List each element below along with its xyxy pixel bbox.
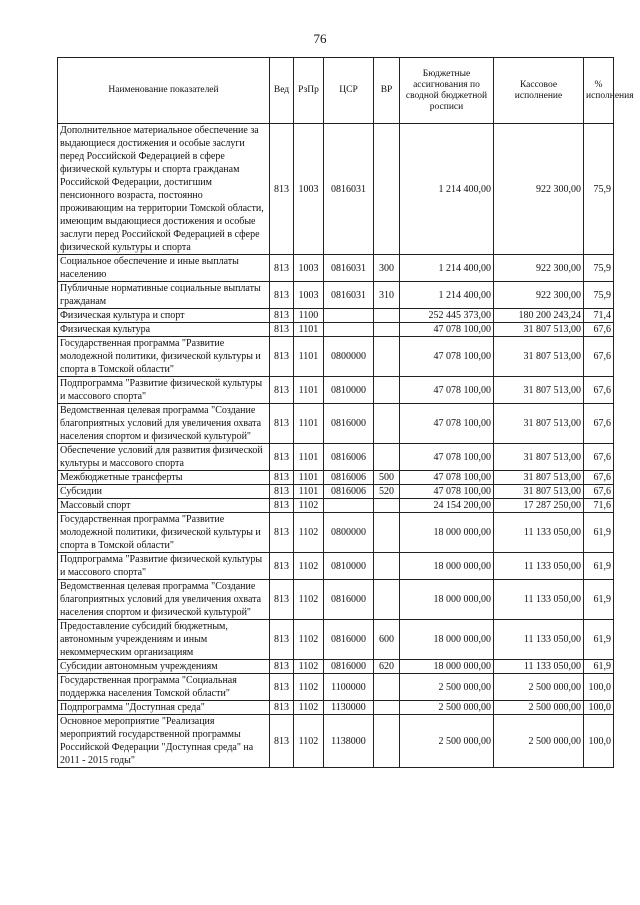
header-ved: Вед (270, 58, 294, 124)
row-ved: 813 (270, 553, 294, 580)
row-name: Подпрограмма "Доступная среда" (58, 701, 270, 715)
row-csr: 0816000 (324, 660, 374, 674)
row-name: Субсидии автономным учреждениям (58, 660, 270, 674)
row-assign: 47 078 100,00 (400, 337, 494, 377)
row-name: Ведомственная целевая программа "Создание благоприятных условий для увеличения охвата населения спортом и физической культурой" (58, 580, 270, 620)
row-assign: 252 445 373,00 (400, 309, 494, 323)
row-name: Государственная программа "Социальная поддержка населения Томской области" (58, 674, 270, 701)
row-vr: 620 (374, 660, 400, 674)
row-csr: 0816031 (324, 282, 374, 309)
row-vr: 520 (374, 485, 400, 499)
table-row (58, 674, 614, 701)
row-assign: 47 078 100,00 (400, 323, 494, 337)
row-assign: 18 000 000,00 (400, 553, 494, 580)
row-ved: 813 (270, 660, 294, 674)
row-vr (374, 701, 400, 715)
row-vr: 310 (374, 282, 400, 309)
row-rzpr: 1102 (294, 674, 324, 701)
row-rzpr: 1102 (294, 580, 324, 620)
row-vr: 300 (374, 255, 400, 282)
row-pct: 67,6 (584, 444, 614, 471)
row-csr: 0816031 (324, 124, 374, 255)
row-ved: 813 (270, 282, 294, 309)
row-cash: 922 300,00 (494, 124, 584, 255)
table-row (58, 282, 614, 309)
row-rzpr: 1102 (294, 701, 324, 715)
row-csr: 0816031 (324, 255, 374, 282)
row-vr (374, 323, 400, 337)
row-rzpr: 1003 (294, 282, 324, 309)
row-csr: 0816000 (324, 404, 374, 444)
row-csr: 0816006 (324, 471, 374, 485)
row-cash: 31 807 513,00 (494, 444, 584, 471)
row-pct: 71,6 (584, 499, 614, 513)
row-csr (324, 309, 374, 323)
row-cash: 2 500 000,00 (494, 674, 584, 701)
header-vr: ВР (374, 58, 400, 124)
row-assign: 18 000 000,00 (400, 660, 494, 674)
row-rzpr: 1101 (294, 471, 324, 485)
row-ved: 813 (270, 377, 294, 404)
table-row (58, 337, 614, 377)
row-vr (374, 377, 400, 404)
row-cash: 31 807 513,00 (494, 377, 584, 404)
row-pct: 61,9 (584, 620, 614, 660)
row-pct: 61,9 (584, 553, 614, 580)
row-vr (374, 499, 400, 513)
row-vr (374, 715, 400, 768)
row-vr (374, 404, 400, 444)
row-pct: 100,0 (584, 674, 614, 701)
row-assign: 47 078 100,00 (400, 471, 494, 485)
row-assign: 18 000 000,00 (400, 580, 494, 620)
row-pct: 75,9 (584, 282, 614, 309)
header-csr: ЦСР (324, 58, 374, 124)
table-body (58, 124, 614, 768)
row-assign: 1 214 400,00 (400, 255, 494, 282)
row-cash: 31 807 513,00 (494, 337, 584, 377)
header-assign: Бюджетные ассигнования по сводной бюджетной росписи (400, 58, 494, 124)
row-assign: 18 000 000,00 (400, 513, 494, 553)
row-cash: 17 287 250,00 (494, 499, 584, 513)
row-csr (324, 499, 374, 513)
row-name: Основное мероприятие "Реализация мероприятий государственной программы Российской Федерации "Доступная среда" на 2011 - 2015 годы" (58, 715, 270, 768)
row-name: Подпрограмма "Развитие физической культуры и массового спорта" (58, 377, 270, 404)
row-vr (374, 444, 400, 471)
row-pct: 100,0 (584, 715, 614, 768)
row-name: Государственная программа "Развитие молодежной политики, физической культуры и спорта в Томской области" (58, 513, 270, 553)
row-vr: 500 (374, 471, 400, 485)
table-row (58, 499, 614, 513)
row-pct: 61,9 (584, 513, 614, 553)
row-name: Ведомственная целевая программа "Создание благоприятных условий для увеличения охвата населения спортом и физической культурой" (58, 404, 270, 444)
row-name: Подпрограмма "Развитие физической культуры и массового спорта" (58, 553, 270, 580)
row-ved: 813 (270, 471, 294, 485)
row-pct: 71,4 (584, 309, 614, 323)
row-rzpr: 1003 (294, 124, 324, 255)
table-row (58, 471, 614, 485)
row-ved: 813 (270, 255, 294, 282)
row-cash: 2 500 000,00 (494, 701, 584, 715)
row-assign: 2 500 000,00 (400, 715, 494, 768)
budget-table (57, 57, 634, 768)
row-pct: 67,6 (584, 377, 614, 404)
row-rzpr: 1102 (294, 553, 324, 580)
table-row (58, 309, 614, 323)
header-pct: % исполнения (584, 58, 614, 124)
row-rzpr: 1101 (294, 404, 324, 444)
table-row (58, 660, 614, 674)
row-csr: 0800000 (324, 513, 374, 553)
row-ved: 813 (270, 674, 294, 701)
row-rzpr: 1003 (294, 255, 324, 282)
table-row (58, 701, 614, 715)
row-assign: 18 000 000,00 (400, 620, 494, 660)
row-pct: 67,6 (584, 404, 614, 444)
row-name: Публичные нормативные социальные выплаты гражданам (58, 282, 270, 309)
row-cash: 180 200 243,24 (494, 309, 584, 323)
row-cash: 11 133 050,00 (494, 620, 584, 660)
row-rzpr: 1101 (294, 323, 324, 337)
row-cash: 31 807 513,00 (494, 471, 584, 485)
table-row (58, 553, 614, 580)
row-ved: 813 (270, 620, 294, 660)
header-name: Наименование показателей (58, 58, 270, 124)
row-cash: 31 807 513,00 (494, 323, 584, 337)
row-cash: 11 133 050,00 (494, 513, 584, 553)
row-pct: 100,0 (584, 701, 614, 715)
row-rzpr: 1101 (294, 444, 324, 471)
header-rzpr: РзПр (294, 58, 324, 124)
table-row (58, 444, 614, 471)
row-vr (374, 553, 400, 580)
row-rzpr: 1102 (294, 660, 324, 674)
row-rzpr: 1102 (294, 715, 324, 768)
row-ved: 813 (270, 513, 294, 553)
row-rzpr: 1100 (294, 309, 324, 323)
row-csr: 0800000 (324, 337, 374, 377)
row-cash: 922 300,00 (494, 255, 584, 282)
row-ved: 813 (270, 124, 294, 255)
table-header (58, 58, 634, 124)
row-ved: 813 (270, 323, 294, 337)
table-row (58, 485, 614, 499)
table-row (58, 377, 614, 404)
page-number: 76 (313, 31, 327, 46)
row-rzpr: 1101 (294, 485, 324, 499)
row-cash: 31 807 513,00 (494, 485, 584, 499)
row-assign: 47 078 100,00 (400, 444, 494, 471)
table-row (58, 404, 614, 444)
row-vr: 600 (374, 620, 400, 660)
row-rzpr: 1102 (294, 620, 324, 660)
row-cash: 922 300,00 (494, 282, 584, 309)
row-ved: 813 (270, 485, 294, 499)
row-name: Межбюджетные трансферты (58, 471, 270, 485)
row-rzpr: 1102 (294, 513, 324, 553)
row-pct: 67,6 (584, 471, 614, 485)
row-pct: 61,9 (584, 580, 614, 620)
row-assign: 2 500 000,00 (400, 701, 494, 715)
row-pct: 75,9 (584, 255, 614, 282)
row-pct: 67,6 (584, 337, 614, 377)
row-assign: 24 154 200,00 (400, 499, 494, 513)
row-ved: 813 (270, 337, 294, 377)
row-csr: 0810000 (324, 553, 374, 580)
row-name: Государственная программа "Развитие молодежной политики, физической культуры и спорта в Томской области" (58, 337, 270, 377)
row-vr (374, 124, 400, 255)
row-name: Физическая культура и спорт (58, 309, 270, 323)
row-rzpr: 1101 (294, 377, 324, 404)
row-rzpr: 1102 (294, 499, 324, 513)
row-csr (324, 323, 374, 337)
row-ved: 813 (270, 499, 294, 513)
row-csr: 0816000 (324, 580, 374, 620)
table-row (58, 715, 614, 768)
row-cash: 11 133 050,00 (494, 553, 584, 580)
row-name: Предоставление субсидий бюджетным, автономным учреждениям и иным некоммерческим организациям (58, 620, 270, 660)
row-pct: 61,9 (584, 660, 614, 674)
row-assign: 47 078 100,00 (400, 485, 494, 499)
row-assign: 47 078 100,00 (400, 404, 494, 444)
row-vr (374, 580, 400, 620)
row-cash: 31 807 513,00 (494, 404, 584, 444)
row-vr (374, 674, 400, 701)
row-assign: 1 214 400,00 (400, 282, 494, 309)
row-name: Массовый спорт (58, 499, 270, 513)
row-cash: 11 133 050,00 (494, 580, 584, 620)
row-csr: 1100000 (324, 674, 374, 701)
row-cash: 11 133 050,00 (494, 660, 584, 674)
row-name: Субсидии (58, 485, 270, 499)
row-ved: 813 (270, 580, 294, 620)
header-cash: Кассовое исполнение (494, 58, 584, 124)
row-csr: 0816006 (324, 444, 374, 471)
row-assign: 47 078 100,00 (400, 377, 494, 404)
table-row (58, 513, 614, 553)
row-ved: 813 (270, 701, 294, 715)
row-pct: 75,9 (584, 124, 614, 255)
row-cash: 2 500 000,00 (494, 715, 584, 768)
row-csr: 1138000 (324, 715, 374, 768)
row-pct: 67,6 (584, 323, 614, 337)
row-rzpr: 1101 (294, 337, 324, 377)
table-row (58, 620, 614, 660)
row-assign: 2 500 000,00 (400, 674, 494, 701)
row-name: Физическая культура (58, 323, 270, 337)
row-csr: 0816006 (324, 485, 374, 499)
row-vr (374, 309, 400, 323)
row-csr: 0810000 (324, 377, 374, 404)
table-row (58, 124, 614, 255)
row-csr: 0816000 (324, 620, 374, 660)
row-pct: 67,6 (584, 485, 614, 499)
row-ved: 813 (270, 309, 294, 323)
row-vr (374, 337, 400, 377)
row-ved: 813 (270, 404, 294, 444)
row-vr (374, 513, 400, 553)
row-csr: 1130000 (324, 701, 374, 715)
row-name: Обеспечение условий для развития физической культуры и массового спорта (58, 444, 270, 471)
table-row (58, 255, 614, 282)
row-assign: 1 214 400,00 (400, 124, 494, 255)
table-row (58, 323, 614, 337)
row-ved: 813 (270, 444, 294, 471)
table-row (58, 580, 614, 620)
row-name: Дополнительное материальное обеспечение за выдающиеся достижения и особые заслуги перед Российской Федерацией в сфере физической культуры и спорта гражданам Российской Федерации, достигшим пенсионного возраста, постоянно проживающим на территории Томской области, имеющим выдающиеся достижения и особые заслуги перед Российской Федерацией в сфере физической культуры и спорта (58, 124, 270, 255)
header-row (58, 58, 614, 124)
row-name: Социальное обеспечение и иные выплаты населению (58, 255, 270, 282)
row-ved: 813 (270, 715, 294, 768)
